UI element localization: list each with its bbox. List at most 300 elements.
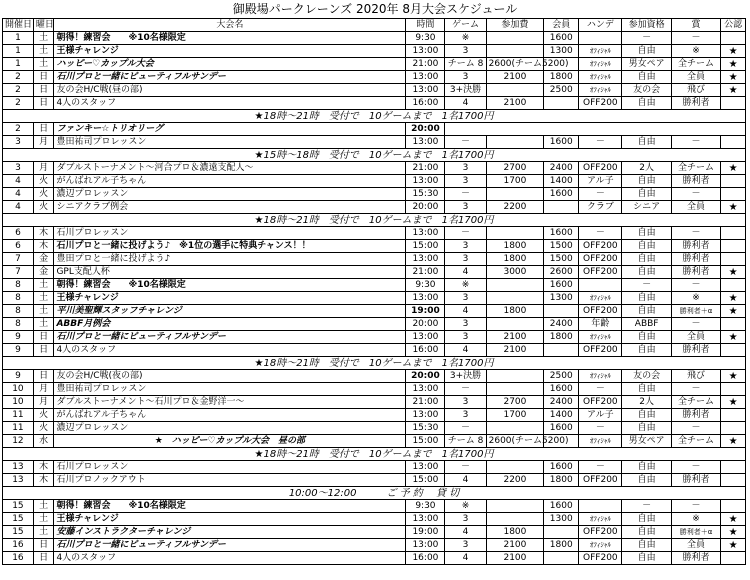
event-name-cell: 友の会H/C戦(夜の部) <box>54 370 406 383</box>
table-row <box>3 370 746 383</box>
fee-cell <box>486 32 544 45</box>
prize-cell: － <box>671 279 720 292</box>
prize-cell: ※ <box>671 45 720 58</box>
banner-text: ★18時～21時 受付で 10ゲームまで 1名1700円 <box>3 214 746 227</box>
event-name-cell: 王様チャレンジ <box>54 292 406 305</box>
time-cell: 15:00 <box>406 435 445 448</box>
eligibility-cell: 自由 <box>622 136 671 149</box>
handicap-cell: 年齢 <box>579 318 622 331</box>
eligibility-cell: 2人 <box>622 162 671 175</box>
fee-cell <box>486 292 544 305</box>
date-cell: 8 <box>3 318 34 331</box>
table-row <box>3 331 746 344</box>
event-name-cell: シニアクラブ例会 <box>54 201 406 214</box>
member-fee-cell: 1600 <box>544 383 579 396</box>
eligibility-cell: 自由 <box>622 513 671 526</box>
weekday-cell: 木 <box>33 240 54 253</box>
fee-cell: 2100 <box>486 344 544 357</box>
date-cell: 7 <box>3 266 34 279</box>
table-row <box>3 461 746 474</box>
prize-cell: 勝利者＋α <box>671 526 720 539</box>
prize-cell: 勝利者＋α <box>671 305 720 318</box>
prize-cell: 飛び <box>671 84 720 97</box>
member-fee-cell: 1600 <box>544 279 579 292</box>
col-header-games: ゲーム <box>445 19 486 32</box>
weekday-cell: 金 <box>33 253 54 266</box>
eligibility-cell: 自由 <box>622 292 671 305</box>
official-cell: ★ <box>721 266 746 279</box>
handicap-cell: OFF200 <box>579 266 622 279</box>
time-cell: 15:30 <box>406 188 445 201</box>
official-cell: ★ <box>721 539 746 552</box>
time-cell: 20:00 <box>406 318 445 331</box>
weekday-cell: 土 <box>33 500 54 513</box>
eligibility-cell: － <box>622 279 671 292</box>
handicap-cell: － <box>579 461 622 474</box>
games-cell: － <box>445 136 486 149</box>
event-name-cell: ★ ハッピー♡カップル大会 昼の部 <box>54 435 406 448</box>
handicap-cell: アル子 <box>579 409 622 422</box>
event-name-cell: 4人のスタッフ <box>54 97 406 110</box>
weekday-cell: 日 <box>33 97 54 110</box>
weekday-cell: 日 <box>33 370 54 383</box>
eligibility-cell: － <box>622 500 671 513</box>
prize-cell: 勝利者 <box>671 240 720 253</box>
prize-cell: 全チーム <box>671 435 720 448</box>
games-cell: 4 <box>445 266 486 279</box>
date-cell: 4 <box>3 175 34 188</box>
official-cell <box>721 253 746 266</box>
time-cell: 21:00 <box>406 266 445 279</box>
event-name-cell: 4人のスタッフ <box>54 552 406 565</box>
official-cell: ★ <box>721 331 746 344</box>
member-fee-cell <box>544 305 579 318</box>
table-row <box>3 58 746 71</box>
official-cell <box>721 461 746 474</box>
handicap-cell: － <box>579 227 622 240</box>
prize-cell: 勝利者 <box>671 253 720 266</box>
member-fee-cell: 2600 <box>544 266 579 279</box>
official-cell <box>721 344 746 357</box>
col-header-weekday: 曜日 <box>33 19 54 32</box>
header-row <box>3 19 746 32</box>
games-cell: 4 <box>445 97 486 110</box>
weekday-cell: 日 <box>33 84 54 97</box>
fee-cell: 2100 <box>486 331 544 344</box>
games-cell: 3 <box>445 539 486 552</box>
prize-cell: 勝利者 <box>671 474 720 487</box>
prize-cell: 勝利者 <box>671 175 720 188</box>
table-row <box>3 84 746 97</box>
official-cell: ★ <box>721 370 746 383</box>
handicap-cell: クラブ <box>579 201 622 214</box>
member-fee-cell: 1600 <box>544 461 579 474</box>
table-row <box>3 383 746 396</box>
time-cell: 20:00 <box>406 201 445 214</box>
date-cell: 15 <box>3 526 34 539</box>
date-cell: 7 <box>3 253 34 266</box>
official-cell <box>721 409 746 422</box>
time-cell: 13:00 <box>406 45 445 58</box>
member-fee-cell: 1800 <box>544 71 579 84</box>
games-cell: 3 <box>445 331 486 344</box>
time-cell: 9:30 <box>406 500 445 513</box>
time-cell: 13:00 <box>406 253 445 266</box>
event-name-cell: 豊田祐司プロレッスン <box>54 383 406 396</box>
handicap-cell: ｵﾌｨｼｬﾙ <box>579 513 622 526</box>
games-cell: 4 <box>445 526 486 539</box>
event-name-cell: ハッピー♡カップル大会 <box>54 58 406 71</box>
event-name-cell: 濃辺プロレッスン <box>54 422 406 435</box>
eligibility-cell: 自由 <box>622 552 671 565</box>
handicap-cell: ｵﾌｨｼｬﾙ <box>579 539 622 552</box>
fee-cell: 3000 <box>486 266 544 279</box>
games-cell: 3 <box>445 162 486 175</box>
date-cell: 8 <box>3 279 34 292</box>
member-fee-cell: 1600 <box>544 422 579 435</box>
banner-row <box>3 448 746 461</box>
fee-cell <box>486 513 544 526</box>
event-name-cell: 石川プロレッスン <box>54 461 406 474</box>
member-fee-cell: 1300 <box>544 292 579 305</box>
games-cell: 3 <box>445 253 486 266</box>
table-row <box>3 396 746 409</box>
table-row <box>3 266 746 279</box>
time-cell: 13:00 <box>406 461 445 474</box>
table-row <box>3 305 746 318</box>
official-cell <box>721 175 746 188</box>
table-row <box>3 279 746 292</box>
member-fee-cell <box>544 97 579 110</box>
handicap-cell: － <box>579 136 622 149</box>
eligibility-cell: 自由 <box>622 344 671 357</box>
weekday-cell: 月 <box>33 396 54 409</box>
eligibility-cell: 自由 <box>622 253 671 266</box>
prize-cell: 全員 <box>671 331 720 344</box>
weekday-cell: 木 <box>33 474 54 487</box>
date-cell: 13 <box>3 474 34 487</box>
time-cell: 16:00 <box>406 552 445 565</box>
banner-row <box>3 487 746 500</box>
eligibility-cell: 自由 <box>622 474 671 487</box>
prize-cell: ※ <box>671 513 720 526</box>
fee-cell: 2700 <box>486 162 544 175</box>
handicap-cell: OFF200 <box>579 474 622 487</box>
member-fee-cell: 1800 <box>544 474 579 487</box>
fee-cell <box>486 136 544 149</box>
games-cell: 4 <box>445 552 486 565</box>
official-cell: ★ <box>721 201 746 214</box>
games-cell: － <box>445 227 486 240</box>
official-cell: ★ <box>721 58 746 71</box>
fee-cell: 1800 <box>486 240 544 253</box>
prize-cell: － <box>671 227 720 240</box>
prize-cell: 勝利者 <box>671 552 720 565</box>
prize-cell: － <box>671 461 720 474</box>
weekday-cell: 火 <box>33 409 54 422</box>
games-cell: 3 <box>445 513 486 526</box>
time-cell: 9:30 <box>406 279 445 292</box>
games-cell: － <box>445 461 486 474</box>
games-cell: － <box>445 188 486 201</box>
games-cell: 3 <box>445 201 486 214</box>
games-cell: チーム 8 <box>445 435 486 448</box>
date-cell: 6 <box>3 227 34 240</box>
official-cell: ★ <box>721 71 746 84</box>
fee-cell <box>486 84 544 97</box>
member-fee-cell: 2400 <box>544 318 579 331</box>
eligibility-cell: － <box>622 32 671 45</box>
event-name-cell: GPL支配人杯 <box>54 266 406 279</box>
date-cell: 8 <box>3 292 34 305</box>
handicap-cell: ｵﾌｨｼｬﾙ <box>579 370 622 383</box>
fee-cell: 2600(チーム5200) <box>486 58 544 71</box>
fee-cell: 2200 <box>486 474 544 487</box>
prize-cell: － <box>671 383 720 396</box>
official-cell <box>721 279 746 292</box>
event-name-cell: 4人のスタッフ <box>54 344 406 357</box>
member-fee-cell <box>544 201 579 214</box>
official-cell <box>721 188 746 201</box>
eligibility-cell: 自由 <box>622 188 671 201</box>
eligibility-cell: 自由 <box>622 175 671 188</box>
member-fee-cell: 1400 <box>544 175 579 188</box>
fee-cell <box>486 370 544 383</box>
eligibility-cell: 自由 <box>622 539 671 552</box>
official-cell: ★ <box>721 396 746 409</box>
prize-cell: － <box>671 422 720 435</box>
fee-cell <box>486 279 544 292</box>
handicap-cell <box>579 32 622 45</box>
member-fee-cell: 1300 <box>544 45 579 58</box>
event-name-cell: 朝得！練習会 ※10名様限定 <box>54 279 406 292</box>
prize-cell: － <box>671 500 720 513</box>
banner-text: ★18時～21時 受付で 10ゲームまで 1名1700円 <box>3 110 746 123</box>
handicap-cell <box>579 279 622 292</box>
prize-cell: 全チーム <box>671 396 720 409</box>
games-cell: ※ <box>445 32 486 45</box>
table-row <box>3 539 746 552</box>
handicap-cell: ｵﾌｨｼｬﾙ <box>579 45 622 58</box>
fee-cell: 2700 <box>486 396 544 409</box>
games-cell: 3 <box>445 318 486 331</box>
event-name-cell: 石川プロレッスン <box>54 227 406 240</box>
event-name-cell: 王様チャレンジ <box>54 45 406 58</box>
event-name-cell: ファンキー☆トリオリーグ <box>54 123 406 136</box>
event-name-cell: 石川プロと一緒に投げよう♪ ※1位の選手に特典チャンス！！ <box>54 240 406 253</box>
table-row <box>3 253 746 266</box>
official-cell: ★ <box>721 162 746 175</box>
date-cell: 11 <box>3 422 34 435</box>
fee-cell: 1800 <box>486 253 544 266</box>
weekday-cell: 火 <box>33 422 54 435</box>
weekday-cell: 土 <box>33 32 54 45</box>
weekday-cell: 月 <box>33 383 54 396</box>
banner-row <box>3 149 746 162</box>
fee-cell: 2200 <box>486 201 544 214</box>
weekday-cell: 土 <box>33 58 54 71</box>
handicap-cell: － <box>579 422 622 435</box>
official-cell <box>721 32 746 45</box>
time-cell: 15:00 <box>406 474 445 487</box>
prize-cell: 勝利者 <box>671 344 720 357</box>
empty-cell <box>445 123 746 136</box>
prize-cell: 全チーム <box>671 58 720 71</box>
time-cell: 15:00 <box>406 240 445 253</box>
weekday-cell: 木 <box>33 461 54 474</box>
date-cell: 6 <box>3 240 34 253</box>
fee-cell <box>486 461 544 474</box>
official-cell: ★ <box>721 292 746 305</box>
prize-cell: － <box>671 136 720 149</box>
official-cell: ★ <box>721 84 746 97</box>
table-row <box>3 136 746 149</box>
weekday-cell: 金 <box>33 266 54 279</box>
event-name-cell: 朝得！練習会 ※10名様限定 <box>54 500 406 513</box>
event-name-cell: 安藤インストラクターチャレンジ <box>54 526 406 539</box>
eligibility-cell: シニア <box>622 201 671 214</box>
weekday-cell: 日 <box>33 552 54 565</box>
weekday-cell: 土 <box>33 526 54 539</box>
weekday-cell: 土 <box>33 305 54 318</box>
fee-cell: 2100 <box>486 97 544 110</box>
handicap-cell: ｵﾌｨｼｬﾙ <box>579 292 622 305</box>
handicap-cell: ｵﾌｨｼｬﾙ <box>579 84 622 97</box>
member-fee-cell <box>544 526 579 539</box>
table-row <box>3 526 746 539</box>
time-cell: 20:00 <box>406 123 445 136</box>
event-name-cell: 石川プロと一緒にビューティフルサンデー <box>54 331 406 344</box>
time-cell: 13:00 <box>406 71 445 84</box>
games-cell: 4 <box>445 344 486 357</box>
games-cell: 3 <box>445 292 486 305</box>
date-cell: 2 <box>3 71 34 84</box>
table-row <box>3 500 746 513</box>
handicap-cell: OFF200 <box>579 253 622 266</box>
handicap-cell: OFF200 <box>579 344 622 357</box>
date-cell: 3 <box>3 162 34 175</box>
time-cell: 15:30 <box>406 422 445 435</box>
fee-cell: 2100 <box>486 552 544 565</box>
official-cell <box>721 422 746 435</box>
col-header-member: 会員 <box>544 19 579 32</box>
date-cell: 10 <box>3 396 34 409</box>
date-cell: 4 <box>3 188 34 201</box>
weekday-cell: 日 <box>33 331 54 344</box>
time-cell: 13:00 <box>406 331 445 344</box>
member-fee-cell: 1500 <box>544 253 579 266</box>
date-cell: 8 <box>3 305 34 318</box>
date-cell: 2 <box>3 123 34 136</box>
fee-cell: 1700 <box>486 175 544 188</box>
member-fee-cell: 1600 <box>544 32 579 45</box>
table-row <box>3 435 746 448</box>
eligibility-cell: 友の会 <box>622 84 671 97</box>
table-row <box>3 474 746 487</box>
weekday-cell: 日 <box>33 539 54 552</box>
event-name-cell: ダブルストーナメント～河合プロ＆濃遠支配人～ <box>54 162 406 175</box>
games-cell: 3 <box>445 396 486 409</box>
weekday-cell: 土 <box>33 513 54 526</box>
table-row <box>3 123 746 136</box>
prize-cell: － <box>671 32 720 45</box>
fee-cell <box>486 227 544 240</box>
col-header-prize: 賞 <box>671 19 720 32</box>
col-header-handicap: ハンデ <box>579 19 622 32</box>
banner-row <box>3 110 746 123</box>
prize-cell: 飛び <box>671 370 720 383</box>
event-name-cell: 朝得！練習会 ※10名様限定 <box>54 32 406 45</box>
fee-cell <box>486 45 544 58</box>
fee-cell: 2100 <box>486 539 544 552</box>
table-row <box>3 344 746 357</box>
eligibility-cell: 自由 <box>622 461 671 474</box>
event-name-cell: ABBF月例会 <box>54 318 406 331</box>
date-cell: 1 <box>3 58 34 71</box>
handicap-cell: ｵﾌｨｼｬﾙ <box>579 331 622 344</box>
games-cell: － <box>445 422 486 435</box>
official-cell <box>721 500 746 513</box>
event-name-cell: 石川プロノックアウト <box>54 474 406 487</box>
handicap-cell <box>579 500 622 513</box>
time-cell: 16:00 <box>406 344 445 357</box>
date-cell: 2 <box>3 84 34 97</box>
weekday-cell: 日 <box>33 344 54 357</box>
time-cell: 13:00 <box>406 292 445 305</box>
eligibility-cell: 自由 <box>622 526 671 539</box>
official-cell <box>721 240 746 253</box>
handicap-cell: ｵﾌｨｼｬﾙ <box>579 435 622 448</box>
member-fee-cell: 1400 <box>544 409 579 422</box>
handicap-cell: OFF200 <box>579 526 622 539</box>
col-header-official: 公認 <box>721 19 746 32</box>
member-fee-cell: 1600 <box>544 188 579 201</box>
eligibility-cell: 自由 <box>622 97 671 110</box>
banner-text: 10:00～12:00 ご 予 約 貸 切 <box>3 487 746 500</box>
time-cell: 21:00 <box>406 396 445 409</box>
banner-text: ★18時～21時 受付で 10ゲームまで 1名1700円 <box>3 448 746 461</box>
prize-cell: － <box>671 318 720 331</box>
eligibility-cell: 自由 <box>622 422 671 435</box>
date-cell: 16 <box>3 552 34 565</box>
eligibility-cell: 友の会 <box>622 370 671 383</box>
banner-row <box>3 357 746 370</box>
official-cell <box>721 136 746 149</box>
official-cell <box>721 474 746 487</box>
table-row <box>3 71 746 84</box>
official-cell <box>721 552 746 565</box>
fee-cell: 1800 <box>486 305 544 318</box>
prize-cell: 全員 <box>671 201 720 214</box>
eligibility-cell: 自由 <box>622 266 671 279</box>
games-cell: 3 <box>445 240 486 253</box>
time-cell: 13:00 <box>406 136 445 149</box>
eligibility-cell: 自由 <box>622 305 671 318</box>
handicap-cell: － <box>579 188 622 201</box>
col-header-eligibility: 参加資格 <box>622 19 671 32</box>
date-cell: 2 <box>3 97 34 110</box>
prize-cell: － <box>671 188 720 201</box>
time-cell: 16:00 <box>406 97 445 110</box>
time-cell: 19:00 <box>406 526 445 539</box>
member-fee-cell: 2400 <box>544 396 579 409</box>
date-cell: 4 <box>3 201 34 214</box>
games-cell: － <box>445 383 486 396</box>
event-name-cell: 友の会H/C戦(昼の部) <box>54 84 406 97</box>
fee-cell <box>486 500 544 513</box>
official-cell: ★ <box>721 513 746 526</box>
official-cell: ★ <box>721 45 746 58</box>
